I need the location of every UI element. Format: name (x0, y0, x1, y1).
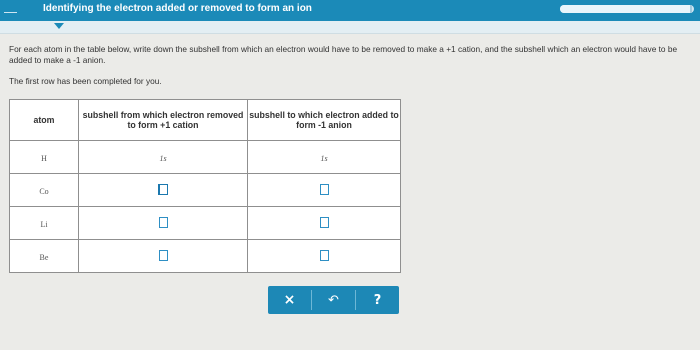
answer-table (9, 99, 401, 273)
table-row (10, 240, 401, 273)
answer-toolbar (268, 286, 399, 314)
column-header-removed: subshell from which electron removed to form +1 cation (79, 100, 248, 141)
help-button[interactable]: ? (356, 286, 399, 314)
atom-label: Co (39, 187, 49, 196)
progress-fill (560, 5, 692, 13)
removed-subshell-input[interactable] (158, 184, 168, 195)
removed-subshell-value: 1s (159, 154, 167, 163)
table-header-row (10, 100, 401, 141)
removed-subshell-input[interactable] (159, 217, 168, 228)
atom-label: H (41, 154, 47, 163)
page-title: Identifying the electron added or removed to form an ion (43, 3, 312, 14)
instruction-note: The first row has been completed for you. (9, 76, 162, 86)
menu-icon[interactable]: — (4, 4, 17, 19)
progress-bar (560, 5, 694, 13)
header-bar (0, 0, 700, 21)
removed-subshell-input[interactable] (159, 250, 168, 261)
added-subshell-input[interactable] (320, 217, 329, 228)
table-row (10, 141, 401, 174)
added-subshell-input[interactable] (320, 250, 329, 261)
column-header-added: subshell to which electron added to form -1 anion (248, 100, 401, 141)
chevron-down-icon[interactable] (54, 23, 64, 29)
table-row (10, 174, 401, 207)
column-header-atom: atom (10, 100, 79, 141)
atom-label: Be (39, 253, 49, 262)
clear-button[interactable]: × (268, 286, 311, 314)
question-prompt: For each atom in the table below, write down the subshell from which an electron would have to be removed to make a +1 cation, and the subshell which an electron would have to be added to make a -1 anion. (9, 44, 678, 65)
collapse-bar (0, 21, 700, 34)
undo-button[interactable]: ↶ (312, 286, 355, 314)
added-subshell-input[interactable] (320, 184, 329, 195)
atom-label: Li (40, 220, 48, 229)
table-row (10, 207, 401, 240)
added-subshell-value: 1s (320, 154, 328, 163)
